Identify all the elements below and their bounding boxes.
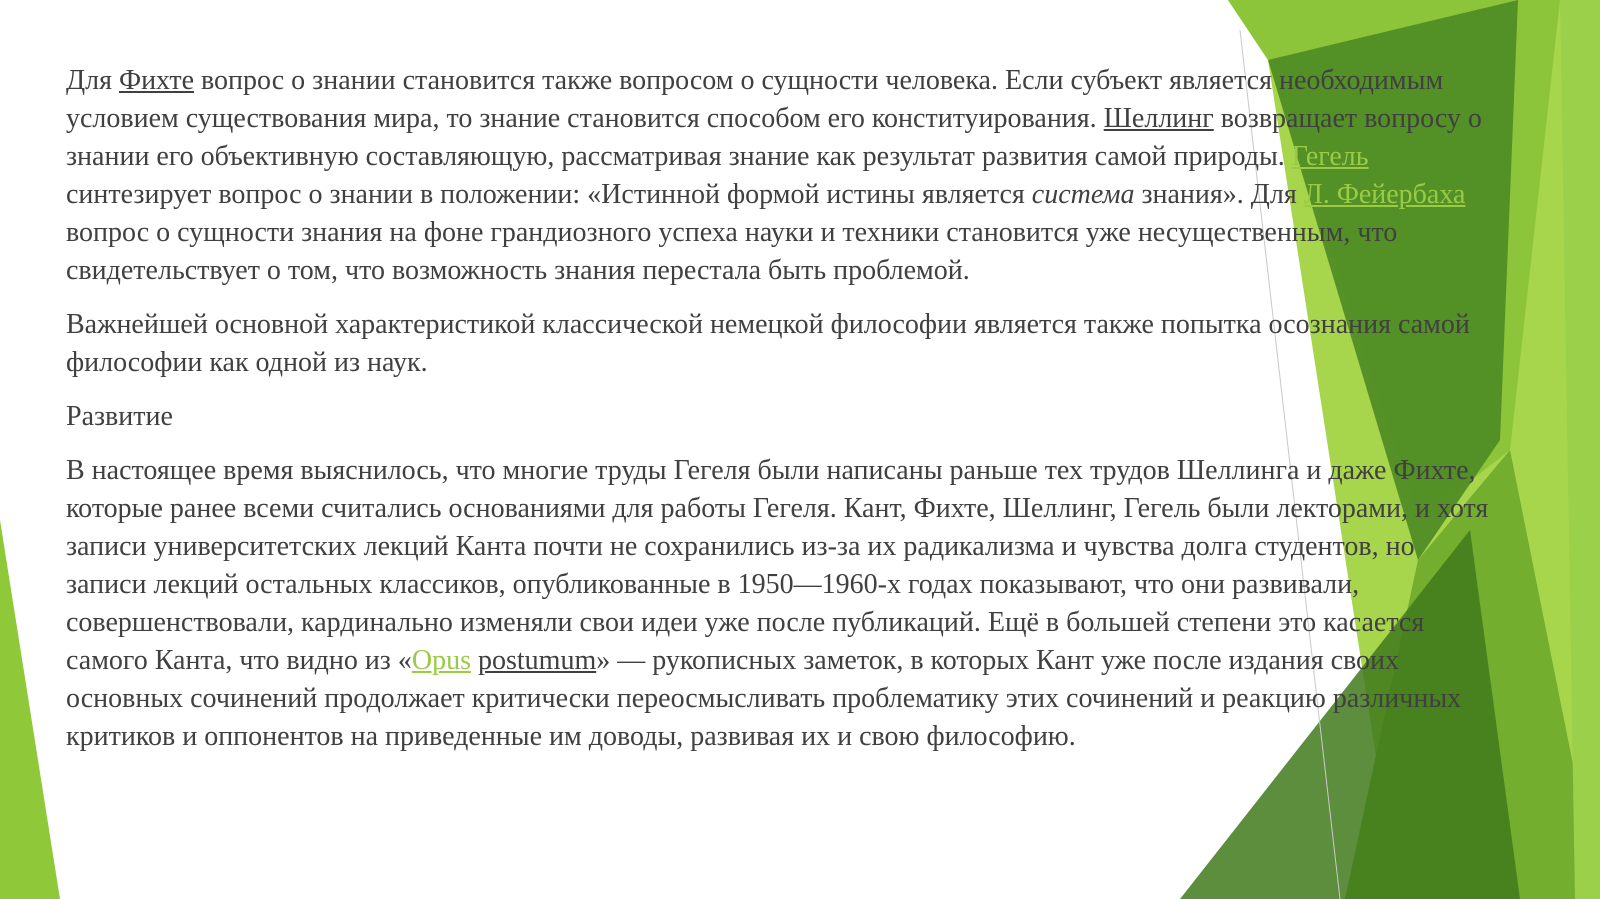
emphasis-system: система (1031, 179, 1135, 210)
text-run: знания». Для (1134, 179, 1304, 210)
link-fichte[interactable]: Фихте (118, 65, 195, 96)
paragraph-characteristic: Важнейшей основной характеристикой классической немецкой философии является также попытка осознания самой философии как одной из наук. (66, 309, 1470, 378)
link-postumum[interactable]: postumum (477, 645, 597, 676)
link-opus[interactable]: Opus (411, 645, 471, 676)
section-heading-development: Развитие (66, 401, 173, 432)
text-run (471, 645, 478, 676)
left-green-shape (0, 520, 60, 899)
text-run: синтезирует вопрос о знании в положении: «Истинной формой истины является (66, 179, 1032, 210)
link-feuerbach[interactable]: Л. Фейербаха (1303, 179, 1466, 210)
link-hegel[interactable]: Гегель (1291, 141, 1369, 172)
paragraph-knowledge (66, 62, 1496, 290)
link-schelling[interactable]: Шеллинг (1103, 103, 1214, 134)
paragraph-development (66, 452, 1496, 756)
slide-body (66, 62, 1496, 772)
text-run: возвращает вопросу о знании его объективную составляющую, рассматривая знание как результат развития самой природы. (66, 103, 1482, 172)
text-run: вопрос о знании становится также вопросом о сущности человека. Если субъект является необходимым условием существования мира, то знание становится способом его конституирования. (66, 65, 1444, 134)
text-run: вопрос о сущности знания на фоне грандиозного успеха науки и техники становится уже несущественным, что свидетельствует о том, что возможность знания перестала быть проблемой. (66, 217, 1398, 286)
text-run: В настоящее время выяснилось, что многие труды Гегеля были написаны раньше тех трудов Шеллинга и даже Фихте, которые ранее всеми считались основаниями для работы Гегеля. Кант, Фихте, Шеллинг, Гегель были лекторами, и хотя записи университетских лекций Канта почти не сохранились из-за их радикализма и чувства долга студентов, но записи лекций остальных классиков, опубликованные в 1950—1960-х годах показывают, что они развивали, совершенствовали, кардинально изменяли свои идеи уже после публикаций. Ещё в большей степени это касается самого Канта, что видно из « (66, 455, 1489, 676)
text-run: » — рукописных заметок, в которых Кант уже после издания своих основных сочинений продолжает критически переосмысливать проблематику этих сочинений и реакцию различных критиков и оппонентов на приведенные им доводы, развивая их и свою философию. (66, 645, 1462, 752)
text-run: Для (66, 65, 119, 96)
